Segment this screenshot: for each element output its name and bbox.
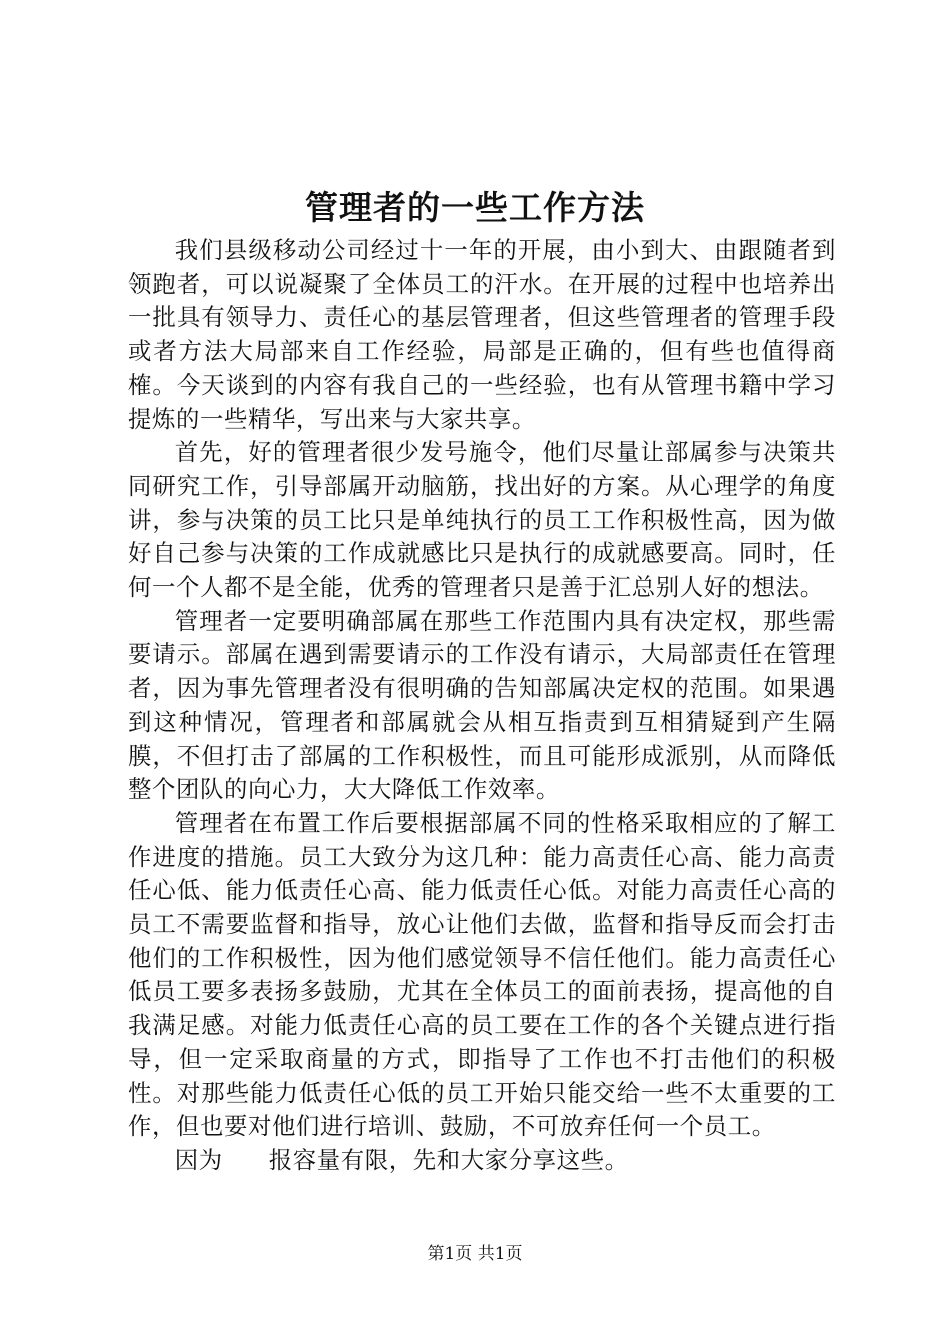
- closing-part-2: 报容量有限，先和大家分享这些。: [268, 1145, 629, 1174]
- document-body: [128, 234, 836, 1178]
- page-footer: 第1页 共1页: [427, 1244, 523, 1264]
- document-title: 管理者的一些工作方法: [305, 188, 645, 227]
- closing-part-1: 因为: [174, 1145, 223, 1174]
- paragraph-authority: 管理者一定要明确部属在那些工作范围内具有决定权，那些需要请示。部属在遇到需要请示的工作没有请示，大局部责任在管理者，因为事先管理者没有很明确的告知部属决定权的范围。如果遇到这种情况，管理者和部属就会从相互指责到互相猜疑到产生隔膜，不但打击了部属的工作积极性，而且可能形成派别，从而降低整个团队的向心力，大大降低工作效率。: [128, 606, 836, 804]
- paragraph-employee-types: 管理者在布置工作后要根据部属不同的性格采取相应的了解工作进度的措施。员工大致分为这几种：能力高责任心高、能力高责任心低、能力低责任心高、能力低责任心低。对能力高责任心高的员工不需要监督和指导，放心让他们去做，监督和指导反而会打击他们的工作积极性，因为他们感觉领导不信任他们。能力高责任心低员工要多表扬多鼓励，尤其在全体员工的面前表扬，提高他的自我满足感。对能力低责任心高的员工要在工作的各个关键点进行指导，但一定采取商量的方式，即指导了工作也不打击他们的积极性。对那些能力低责任心低的员工开始只能交给一些不太重要的工作，但也要对他们进行培训、鼓励，不可放弃任何一个员工。: [128, 808, 836, 1141]
- paragraph-intro: 我们县级移动公司经过十一年的开展，由小到大、由跟随者到领跑者，可以说凝聚了全体员工的汗水。在开展的过程中也培养出一批具有领导力、责任心的基层管理者，但这些管理者的管理手段或者方法大局部来自工作经验，局部是正确的，但有些也值得商榷。今天谈到的内容有我自己的一些经验，也有从管理书籍中学习提炼的一些精华，写出来与大家共享。: [128, 236, 836, 433]
- paragraph-participation: 首先，好的管理者很少发号施令，他们尽量让部属参与决策共同研究工作，引导部属开动脑筋，找出好的方案。从心理学的角度讲，参与决策的员工比只是单纯执行的员工工作积极性高，因为做好自己参与决策的工作成就感比只是执行的成就感要高。同时，任何一个人都不是全能，优秀的管理者只是善于汇总别人好的想法。: [128, 438, 836, 602]
- paragraph-closing: [128, 1144, 836, 1178]
